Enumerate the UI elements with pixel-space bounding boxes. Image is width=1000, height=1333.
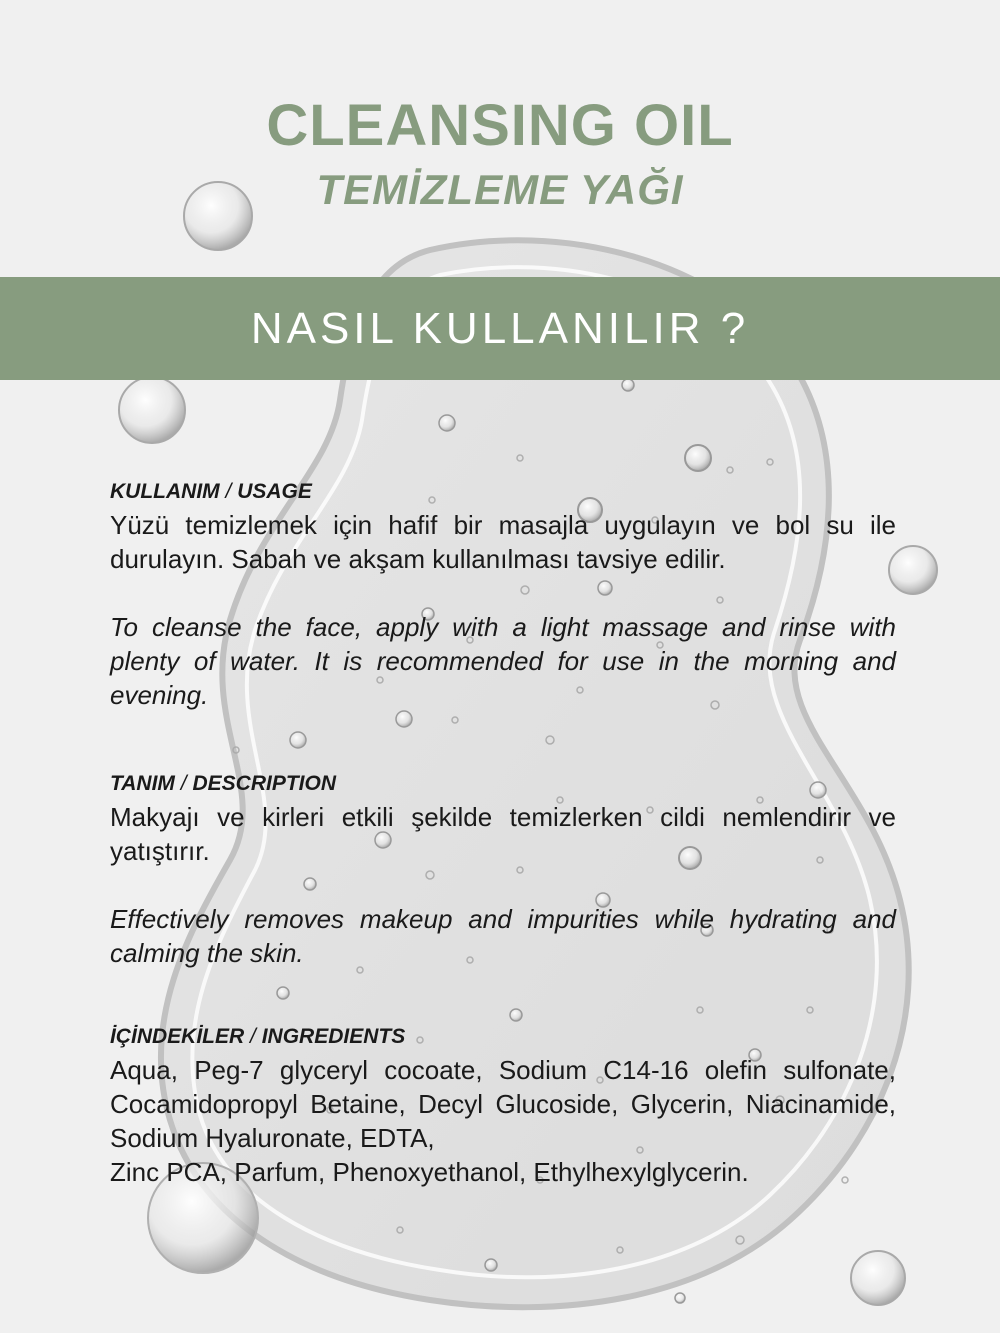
banner-text: NASIL KULLANILIR ? bbox=[250, 303, 750, 353]
usage-section bbox=[110, 480, 896, 712]
description-text-en: Effectively removes makeup and impurities while hydrating and calming the skin. bbox=[110, 904, 896, 968]
ingredients-list-end: Zinc PCA, Parfum, Phenoxyethanol, Ethylhexylglycerin. bbox=[110, 1157, 749, 1187]
description-heading-tr: TANIM bbox=[110, 772, 175, 795]
usage-text-en: To cleanse the face, apply with a light massage and rinse with plenty of water. It is recommended for use in the morning and evening. bbox=[110, 612, 896, 710]
description-text-tr: Makyajı ve kirleri etkili şekilde temizlerken cildi nemlendirir ve yatıştırır. bbox=[110, 802, 896, 866]
heading-separator: / bbox=[250, 1025, 256, 1048]
description-heading-en: DESCRIPTION bbox=[192, 772, 336, 795]
product-title: CLEANSING OIL bbox=[266, 93, 734, 158]
product-subtitle: TEMİZLEME YAĞI bbox=[316, 166, 684, 213]
ingredients-list: Aqua, Peg-7 glyceryl cocoate, Sodium C14-16 olefin sulfonate, Cocamidopropyl Betaine, Decyl Glucoside, Glycerin, Niacinamide, Sodium Hyaluronate, EDTA, bbox=[110, 1055, 896, 1153]
usage-text-tr: Yüzü temizlemek için hafif bir masajla uygulayın ve bol su ile durulayın. Sabah ve akşam kullanılması tavsiye edilir. bbox=[110, 510, 896, 574]
heading-separator: / bbox=[180, 772, 187, 795]
how-to-use-banner bbox=[0, 277, 1000, 380]
ingredients-section bbox=[110, 1025, 896, 1189]
usage-heading-tr: KULLANIM bbox=[110, 480, 220, 503]
ingredients-heading-tr: İÇİNDEKİLER bbox=[110, 1025, 245, 1048]
usage-heading bbox=[110, 480, 896, 504]
description-section bbox=[110, 772, 896, 970]
ingredients-heading bbox=[110, 1025, 896, 1049]
description-heading bbox=[110, 772, 896, 796]
heading-separator: / bbox=[225, 480, 232, 503]
ingredients-heading-en: INGREDIENTS bbox=[261, 1025, 406, 1048]
usage-heading-en: USAGE bbox=[237, 480, 312, 503]
